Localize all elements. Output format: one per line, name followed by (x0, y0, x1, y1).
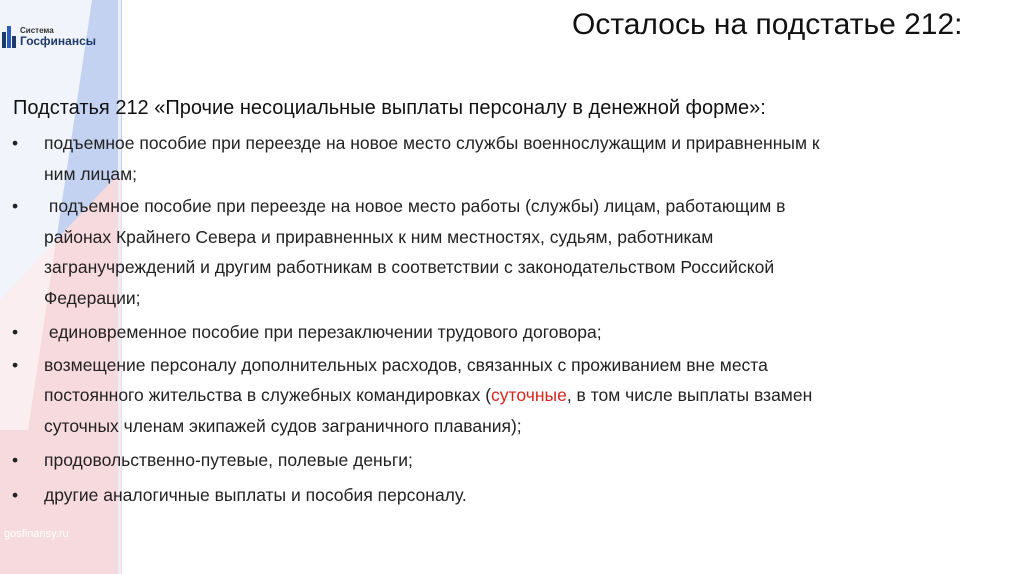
bullet-item-5 (10, 445, 1010, 476)
logo-caption: Система (20, 26, 54, 35)
bullet-line: постоянного жительства в служебных командировках ( (44, 385, 492, 405)
bullet-line: Федерации; (44, 287, 141, 308)
bullet-marker: • (12, 133, 19, 153)
bullet-line: подъемное пособие при переезде на новое место службы военнослужащим и приравненным к (44, 133, 820, 153)
bullet-line: ним лицам; (44, 163, 137, 184)
bullet-line: другие аналогичные выплаты и пособия персоналу. (44, 484, 467, 505)
logo-name: Госфинансы (20, 34, 97, 48)
bullet-line: , в том числе выплаты взамен (566, 385, 813, 405)
bullet-line: районах Крайнего Севера и приравненных к ним местностях, судьям, работникам (44, 226, 714, 247)
bullet-item-2 (10, 191, 1010, 313)
bullet-line: подъемное пособие при переезде на новое место работы (службы) лицам, работающим в (44, 196, 786, 216)
bullet-marker: • (12, 484, 19, 505)
bullet-item-3 (10, 317, 1010, 348)
bullet-line: суточных членам экипажей судов заграничного плавания); (44, 415, 522, 436)
slide-subtitle: Подстатья 212 «Прочие несоциальные выплаты персоналу в денежной форме»: (13, 97, 766, 119)
bullet-line: возмещение персоналу дополнительных расходов, связанных с проживанием вне места (44, 354, 768, 375)
bullet-line: единовременное пособие при перезаключении трудового договора; (44, 322, 602, 342)
logo-mark-icon (2, 26, 16, 48)
bullet-line: загранучреждений и другим работникам в соответствии с законодательством Российской (44, 257, 775, 277)
bullet-item-1 (10, 128, 1010, 189)
slide-title: Осталось на подстатье 212: (572, 8, 963, 41)
bullet-item-4 (10, 350, 1010, 442)
highlight-text: суточные (491, 385, 567, 405)
bullet-marker: • (12, 322, 19, 342)
bullet-marker: • (12, 196, 19, 216)
bullet-item-6 (10, 480, 1010, 511)
site-watermark: gosfinansy.ru (4, 528, 69, 540)
bullet-list (10, 128, 1010, 510)
bullet-marker: • (12, 354, 19, 375)
bullet-marker: • (12, 450, 19, 470)
brand-logo (2, 26, 96, 48)
bullet-line: продовольственно-путевые, полевые деньги; (44, 450, 413, 470)
